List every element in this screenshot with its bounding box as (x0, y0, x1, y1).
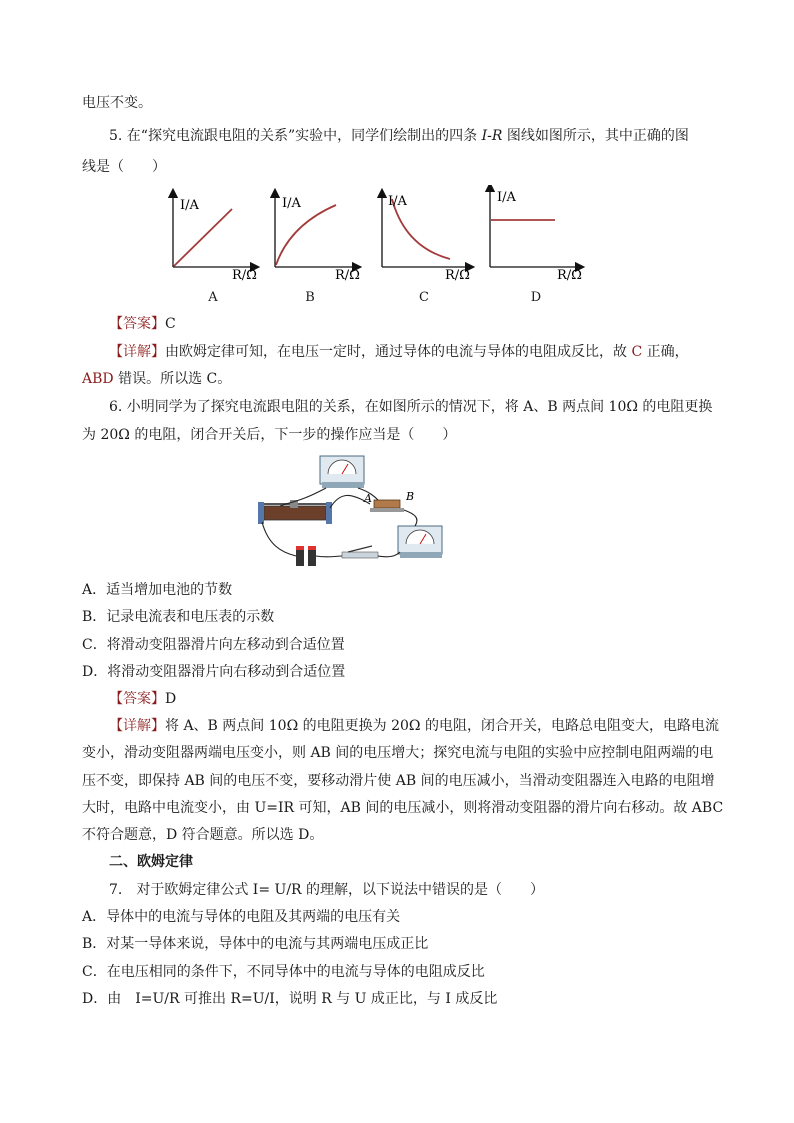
q7-option-c: C．在电压相同的条件下，不同导体中的电流与导体的电阻成反比 (82, 964, 485, 980)
q5-answer-tag: 【答案】 (109, 316, 165, 332)
resistor-label-a: A (364, 492, 372, 505)
graph-a-caption: A (208, 290, 218, 305)
q7-option-d: D．由 I=U/R 可推出 R=U/I，说明 R 与 U 成正比，与 I 成反比 (82, 991, 498, 1007)
q5-stem-var: I-R (481, 128, 503, 144)
q6-option-d: D．将滑动变阻器滑片向右移动到合适位置 (82, 664, 346, 680)
q6-answer-value: D (165, 691, 177, 707)
q6-detail-line1 (109, 716, 719, 736)
q6-stem-line2: 为 20Ω 的电阻，闭合开关后，下一步的操作应当是（ ） (82, 427, 457, 443)
q5-stem-line2: 线是（ ） (82, 159, 166, 175)
q5-stem-post: 图线如图所示，其中正确的图 (502, 128, 689, 144)
graph-c-x-label: R/Ω (445, 268, 470, 283)
q7-option-b: B．对某一导体来说，导体中的电流与其两端电压成正比 (82, 936, 429, 952)
q6-detail-line4: 大时，电路中电流变小，由 U=IR 可知，AB 间的电压减小，则将滑动变阻器的滑片向右移动。故 ABC (82, 800, 724, 816)
q6-stem-line1: 6. 小明同学为了探究电流跟电阻的关系，在如图所示的情况下，将 A、B 两点间 10Ω 的电阻更换 (109, 399, 713, 415)
q6-option-b: B．记录电流表和电压表的示数 (82, 609, 275, 625)
ammeter (398, 526, 442, 558)
q5-answer (109, 314, 176, 334)
q5-detail-c: C (631, 344, 643, 360)
q6-detail-tag: 【详解】 (109, 718, 165, 734)
graph-b-y-label: I/A (282, 196, 301, 211)
q6-answer (109, 689, 176, 709)
graph-d (490, 187, 582, 283)
q7-option-a: A．导体中的电流与导体的电阻及其两端的电压有关 (82, 909, 401, 925)
graph-d-y-label: I/A (497, 190, 516, 205)
graph-c-y-label: I/A (388, 194, 407, 209)
q5-detail-post: 正确， (642, 344, 689, 360)
switch (342, 546, 378, 558)
q5-detail-line2 (82, 369, 231, 389)
graph-c (382, 193, 470, 283)
resistor-label-b: B (406, 490, 415, 503)
q5-detail-line1 (109, 342, 689, 362)
section2-title: 二、欧姆定律 (109, 854, 193, 870)
graph-a-x-label: R/Ω (232, 268, 257, 283)
graph-b-curve (276, 205, 336, 265)
q6-detail-text1: 将 A、B 两点间 10Ω 的电阻更换为 20Ω 的电阻，闭合开关，电路总电阻变大，电路电流 (165, 718, 719, 734)
q6-detail-line5: 不符合题意，D 符合题意。所以选 D。 (82, 827, 324, 843)
graph-a-line (174, 209, 232, 266)
graph-a (173, 193, 257, 283)
batteries (296, 546, 316, 566)
intro-tail-text: 电压不变。 (82, 95, 152, 111)
graph-a-y-label: I/A (180, 198, 199, 213)
q5-answer-value: C (165, 316, 176, 332)
q6-detail-line2: 变小，滑动变阻器两端电压变小，则 AB 间的电压增大；探究电流与电阻的实验中应控制电阻两端的电 (82, 745, 714, 761)
q5-detail-tag: 【详解】 (109, 344, 165, 360)
q5-detail-line2-text: 错误。所以选 C。 (113, 371, 232, 387)
q5-graphs (0, 185, 794, 315)
graph-c-caption: C (419, 290, 429, 305)
q6-circuit-figure (250, 452, 460, 572)
resistor-ab (363, 490, 414, 512)
q5-detail-abd: ABD (82, 371, 114, 387)
graph-d-caption: D (530, 290, 542, 305)
rheostat (258, 500, 332, 524)
q7-stem: 7. 对于欧姆定律公式 I= U/R 的理解，以下说法中错误的是（ ） (109, 882, 545, 898)
q5-detail-pre: 由欧姆定律可知，在电压一定时，通过导体的电流与导体的电阻成反比，故 (165, 344, 632, 360)
graph-b-caption: B (305, 290, 315, 305)
q6-detail-line3: 压不变，即保持 AB 间的电压不变，要移动滑片使 AB 间的电压减小，当滑动变阻器连入电路的电阻增 (82, 773, 715, 789)
graph-b-x-label: R/Ω (335, 268, 360, 283)
q5-stem-line1 (109, 126, 689, 146)
graph-d-x-label: R/Ω (557, 268, 582, 283)
q6-answer-tag: 【答案】 (109, 691, 165, 707)
graph-b (275, 193, 360, 283)
q6-option-c: C．将滑动变阻器滑片向左移动到合适位置 (82, 637, 345, 653)
q5-stem-pre: 5. 在“探究电流跟电阻的关系”实验中，同学们绘制出的四条 (109, 128, 482, 144)
q6-option-a: A．适当增加电池的节数 (82, 582, 233, 598)
wires (262, 488, 417, 557)
voltmeter (320, 456, 364, 488)
